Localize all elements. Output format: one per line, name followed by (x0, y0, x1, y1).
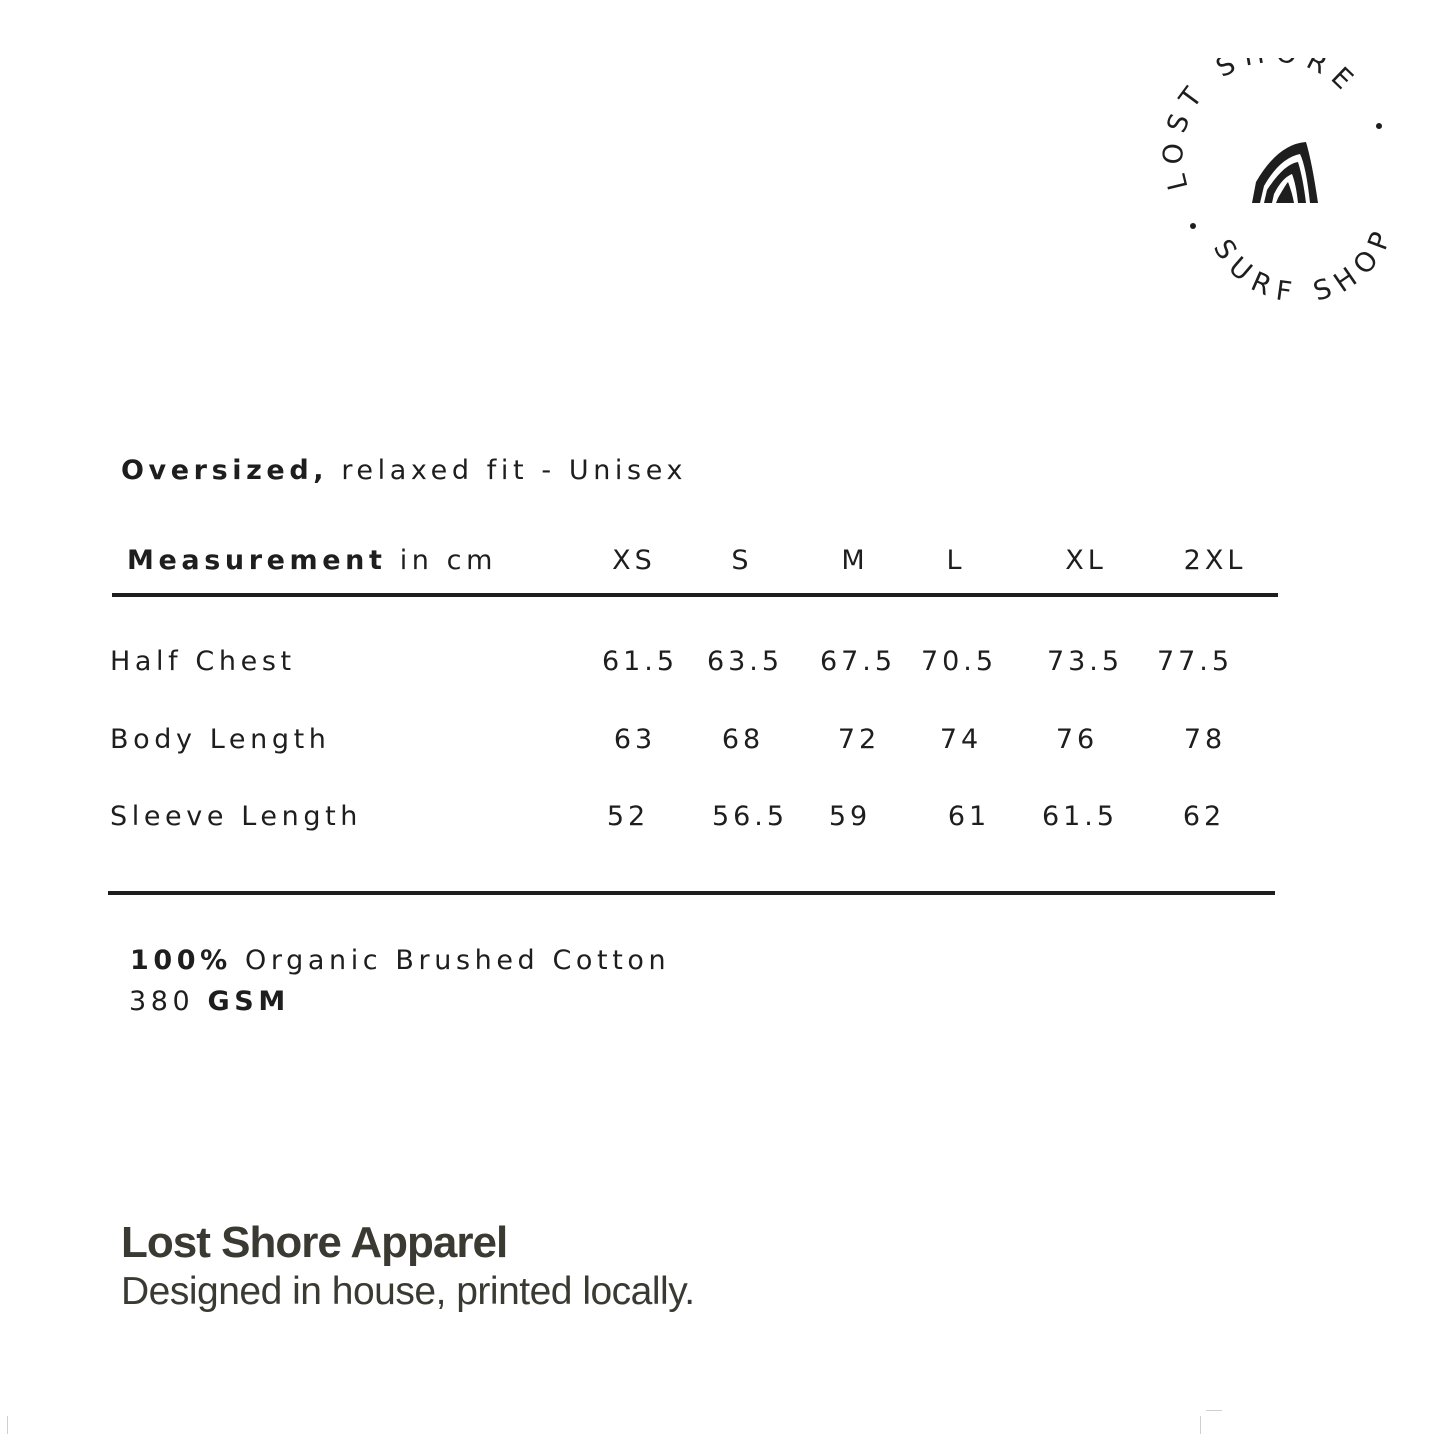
brand-name: Lost Shore Apparel (121, 1218, 508, 1267)
table-cell: 61.5 (1041, 801, 1119, 832)
table-header-label (127, 545, 497, 576)
table-cell: 63.5 (706, 646, 784, 677)
badge-dot-right (1376, 123, 1382, 129)
table-cell: 62 (1182, 801, 1226, 832)
table-cell: 56.5 (711, 801, 789, 832)
crop-mark (1206, 1410, 1222, 1411)
badge-top-text: LOST S RE (1160, 58, 1366, 194)
weight-line (129, 986, 290, 1017)
row-label-sleeve-length: Sleeve Length (110, 801, 362, 832)
brand-badge (1160, 58, 1405, 303)
crop-mark (7, 1416, 8, 1434)
table-cell: 76 (1055, 724, 1099, 755)
fit-description (121, 455, 687, 486)
fit-bold: Oversized, (121, 455, 329, 486)
badge-bottom-text: SURF SHOP (1206, 219, 1401, 303)
brand-tagline: Designed in house, printed locally. (121, 1270, 695, 1313)
header-rule (112, 593, 1278, 597)
table-cell: 78 (1183, 724, 1227, 755)
size-s: S (731, 545, 753, 576)
table-cell: 52 (606, 801, 650, 832)
fit-rest: relaxed fit - Unisex (341, 455, 688, 486)
table-cell: 61.5 (601, 646, 679, 677)
table-cell: 77.5 (1156, 646, 1234, 677)
weight-unit: GSM (207, 986, 290, 1017)
badge-dot-left (1190, 223, 1196, 229)
badge-logo (1160, 58, 1405, 303)
footer-rule (108, 891, 1275, 895)
material-fabric: Organic Brushed Cotton (245, 945, 671, 976)
size-m: M (841, 545, 869, 576)
size-2xl: 2XL (1183, 545, 1247, 576)
table-cell: 61 (947, 801, 991, 832)
crop-mark (1200, 1416, 1201, 1434)
table-cell: 74 (939, 724, 983, 755)
row-label-half-chest: Half Chest (110, 646, 296, 677)
header-bold: Measurement (127, 545, 387, 576)
material-line (130, 945, 670, 976)
size-xs: XS (612, 545, 656, 576)
table-cell: 72 (837, 724, 881, 755)
table-cell: 59 (828, 801, 872, 832)
row-label-body-length: Body Length (110, 724, 331, 755)
table-cell: 73.5 (1046, 646, 1124, 677)
size-l: L (946, 545, 966, 576)
wave-mountain-icon (1252, 142, 1318, 203)
table-cell: 63 (613, 724, 657, 755)
table-cell: 67.5 (819, 646, 897, 677)
table-cell: 68 (721, 724, 765, 755)
header-rest: in cm (399, 545, 498, 576)
size-xl: XL (1065, 545, 1107, 576)
table-cell: 70.5 (920, 646, 998, 677)
material-percent: 100% (130, 945, 232, 976)
weight-value: 380 (129, 986, 195, 1017)
